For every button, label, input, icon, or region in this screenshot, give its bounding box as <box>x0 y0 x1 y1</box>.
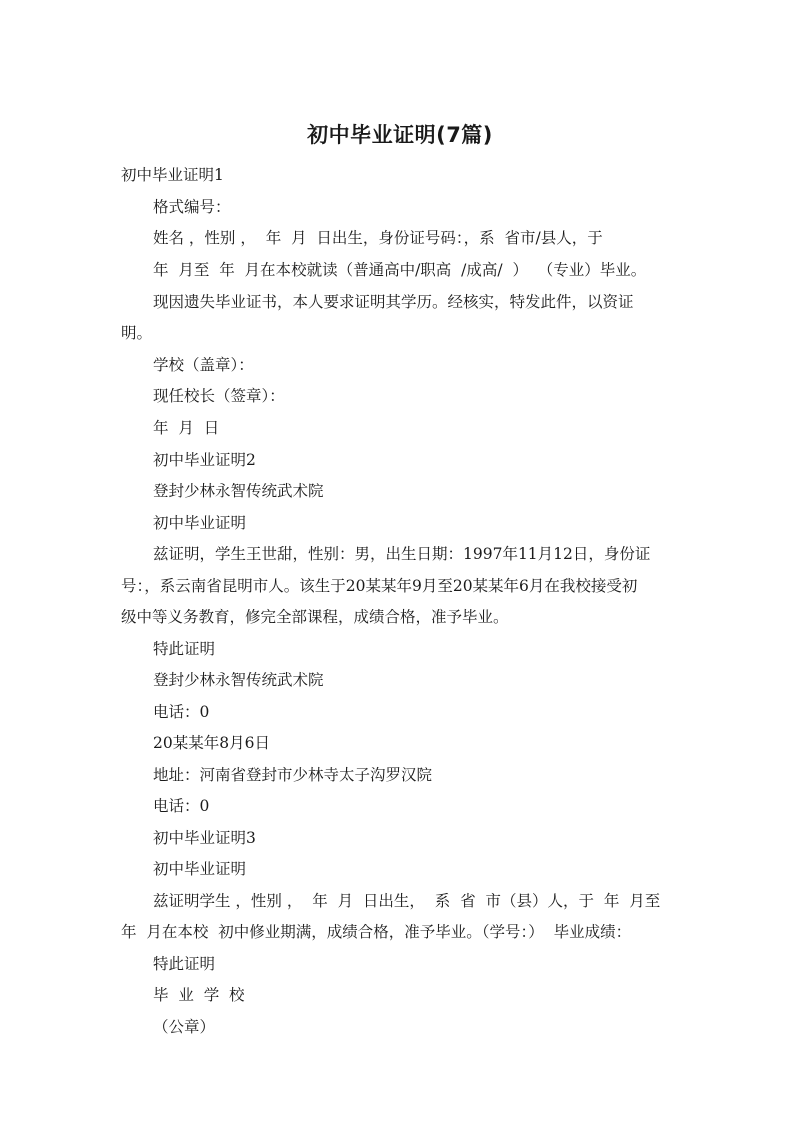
paragraph: 初中毕业证明 <box>153 860 247 878</box>
paragraph: 特此证明 <box>153 640 216 658</box>
paragraph: 兹证明，学生王世甜，性别：男，出生日期：1997年11月12日，身份证 <box>153 545 651 563</box>
paragraph: 毕 业 学 校 <box>153 986 245 1004</box>
paragraph: 兹证明学生 ，性别 ， 年 月 日出生， 系 省 市（县）人，于 年 月至 <box>153 892 661 910</box>
section-heading: 初中毕业证明3 <box>153 829 256 847</box>
paragraph-continuation: 号：，系云南省昆明市人。该生于20某某年9月至20某某年6月在我校接受初 <box>121 577 638 595</box>
section-heading: 初中毕业证明1 <box>121 166 224 184</box>
paragraph: 电话：0 <box>153 797 210 815</box>
paragraph: 学校（盖章）： <box>153 356 254 374</box>
paragraph: 格式编号： <box>153 198 231 216</box>
document-title: 初中毕业证明(7篇) <box>307 123 493 147</box>
paragraph: 年 月 日 <box>153 419 220 437</box>
paragraph: 现因遗失毕业证书，本人要求证明其学历。经核实，特发此件，以资证 <box>153 293 634 311</box>
paragraph-continuation: 年 月在本校 初中修业期满，成绩合格，准予毕业。（学号：） 毕业成绩： <box>121 923 632 941</box>
paragraph-continuation: 明。 <box>121 324 153 342</box>
paragraph: 登封少林永智传统武术院 <box>153 482 324 500</box>
section-heading: 初中毕业证明2 <box>153 451 256 469</box>
paragraph: 地址：河南省登封市少林寺太子沟罗汉院 <box>153 766 433 784</box>
paragraph: 电话：0 <box>153 703 210 721</box>
paragraph: （公章） <box>153 1018 216 1036</box>
paragraph: 现任校长（签章）： <box>153 387 285 405</box>
paragraph: 姓名 ，性别 ， 年 月 日出生，身份证号码：，系 省市/县人，于 <box>153 229 603 247</box>
paragraph: 20某某年8月6日 <box>153 734 270 752</box>
paragraph: 登封少林永智传统武术院 <box>153 671 324 689</box>
paragraph: 初中毕业证明 <box>153 514 247 532</box>
paragraph: 年 月至 年 月在本校就读（普通高中/职高 /成高/ ） （专业）毕业。 <box>153 261 647 279</box>
paragraph: 特此证明 <box>153 955 216 973</box>
paragraph-continuation: 级中等义务教育，修完全部课程，成绩合格，准予毕业。 <box>121 608 509 626</box>
